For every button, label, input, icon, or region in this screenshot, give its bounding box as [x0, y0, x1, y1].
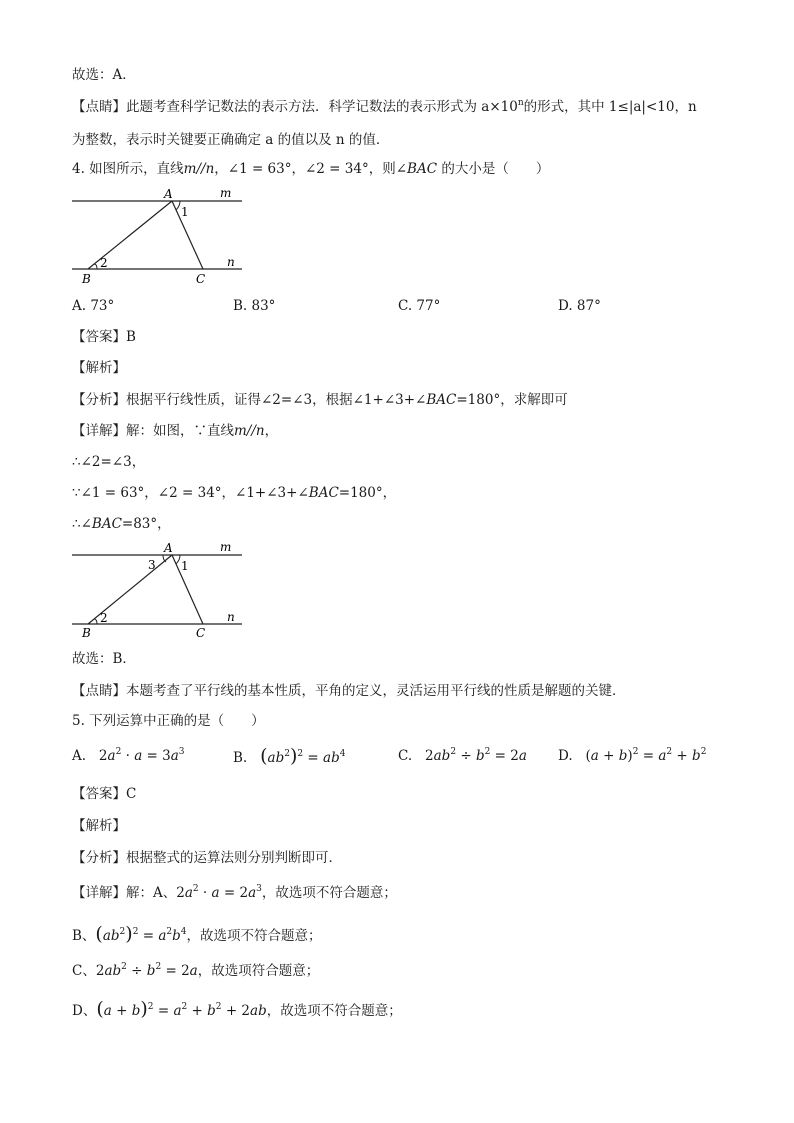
fenxi-text: =180°，求解即可 — [456, 392, 568, 408]
q4-option-b: B. 83° — [233, 298, 276, 314]
option-label: C. — [398, 748, 413, 764]
step-text: ∵∠1 = 63°，∠2 = 34°，∠1+∠3+∠ — [72, 485, 309, 501]
detail-tag: 【详解】 — [72, 885, 126, 901]
label-b: B — [82, 626, 91, 640]
q5-detail-a — [72, 884, 397, 902]
q5-fenxi — [72, 849, 342, 867]
q4-option-c: C. 77° — [398, 298, 441, 314]
math-bac: BAC — [91, 516, 122, 532]
detail-text: ，故选项符合题意； — [197, 963, 320, 979]
fenxi-tag: 【分析】 — [72, 392, 126, 408]
answer-tag: 【答案】 — [72, 786, 126, 802]
q3-comment-line1 — [72, 98, 697, 116]
q4-answer — [72, 328, 136, 346]
label-m: m — [220, 540, 232, 554]
q4-option-a: A. 73° — [72, 298, 115, 314]
math-bac: BAC — [308, 485, 339, 501]
angle-2-arc — [94, 264, 97, 269]
comment-text: 本题考查了平行线的基本性质，平角的定义，灵活运用平行线的性质是解题的关键． — [126, 683, 626, 699]
label-3: 3 — [148, 558, 156, 572]
q4-choice: 故选：B． — [72, 651, 136, 667]
detail-text: ，故选项不符合题意； — [266, 1003, 402, 1019]
q5-option-b — [233, 746, 345, 768]
exponent: n — [517, 98, 524, 108]
option-label: A. — [72, 748, 87, 764]
label-b: B — [82, 272, 91, 286]
detail-text: 解：如图，∵直线 — [126, 423, 234, 439]
math-bac: BAC — [426, 392, 457, 408]
detail-text: B、 — [72, 928, 96, 944]
q4-figure-2 — [70, 540, 245, 642]
detail-text: D、 — [72, 1003, 97, 1019]
q5-answer — [72, 785, 136, 803]
math-mn: m//n — [234, 423, 265, 439]
option-expression: $2a^2 \cdot a = 3a^3$ — [90, 747, 185, 764]
label-c: C — [196, 272, 206, 286]
detail-text: 解：A、 — [126, 885, 177, 901]
label-n: n — [227, 610, 235, 624]
option-label: D. — [558, 748, 573, 764]
math-bac: BAC — [407, 161, 438, 177]
label-1: 1 — [181, 559, 189, 573]
stem-text: 4. 如图所示，直线 — [72, 161, 184, 177]
q5-option-c — [398, 746, 527, 766]
label-2: 2 — [100, 256, 108, 270]
answer-value: B — [126, 329, 136, 345]
comment-text: 此题考查科学记数法的表示方法．科学记数法的表示形式为 a×10 — [126, 99, 518, 115]
label-c: C — [196, 626, 206, 640]
step-text: ∴∠ — [72, 516, 92, 532]
q4-option-d: D. 87° — [558, 298, 601, 314]
q4-fenxi — [72, 391, 568, 409]
angle-1-arc — [176, 201, 180, 210]
q5-option-d — [558, 746, 706, 766]
q3-comment-line2: 为整数，表示时关键要正确确定 a 的值以及 n 的值． — [72, 132, 390, 148]
q5-analysis-tag: 【解析】 — [72, 818, 126, 834]
q5-option-a — [72, 746, 185, 766]
detail-text: C、 — [72, 963, 96, 979]
detail-expression: $2ab^2 \div b^2 = 2a$ — [95, 962, 198, 979]
stem-text: 的大小是（ ） — [437, 161, 550, 177]
label-m: m — [220, 186, 232, 200]
q5-stem: 5. 下列运算中正确的是（ ） — [72, 713, 265, 729]
label-a: A — [164, 541, 173, 555]
label-a: A — [164, 187, 173, 201]
fenxi-text: 根据平行线性质，证得∠2=∠3，根据∠1+∠3+∠ — [126, 392, 427, 408]
stem-text: ，∠1 = 63°，∠2 = 34°，则∠ — [214, 161, 408, 177]
q5-detail-d — [72, 1000, 402, 1020]
detail-text: ， — [264, 423, 279, 439]
q4-step-2 — [72, 484, 396, 502]
q5-detail-b — [72, 925, 322, 945]
q4-step-1: ∴∠2=∠3， — [72, 454, 146, 470]
detail-text: ，故选项不符合题意； — [261, 885, 397, 901]
label-2: 2 — [100, 611, 108, 625]
step-text: =180°， — [338, 485, 397, 501]
fenxi-tag: 【分析】 — [72, 850, 126, 866]
q3-choice: 故选：A． — [72, 67, 136, 83]
detail-tag: 【详解】 — [72, 423, 126, 439]
option-expression: $(a + b)^2 = a^2 + b^2$ — [576, 747, 707, 764]
q4-comment — [72, 682, 626, 700]
q4-figure-1 — [70, 186, 245, 288]
label-1: 1 — [181, 205, 189, 219]
step-text: =83°， — [121, 516, 171, 532]
detail-expression: $2a^2 \cdot a = 2a^3$ — [176, 884, 262, 901]
detail-expression: $(a + b)^2 = a^2 + b^2 + 2ab$ — [96, 998, 267, 1020]
q4-step-3 — [72, 515, 171, 533]
q4-analysis-tag: 【解析】 — [72, 360, 126, 376]
option-expression: $(ab^2)^2 = ab^4$ — [260, 745, 346, 767]
label-n: n — [227, 255, 235, 269]
q4-stem — [72, 160, 549, 178]
angle-2-arc — [94, 619, 97, 624]
math-mn: m//n — [183, 161, 215, 177]
q5-detail-c — [72, 962, 319, 980]
comment-text: 的形式，其中 1≤|a|<10，n — [523, 99, 697, 115]
comment-tag: 【点睛】 — [72, 99, 126, 115]
option-label: B. — [233, 750, 248, 766]
detail-expression: $(ab^2)^2 = a^2b^4$ — [95, 923, 187, 945]
option-expression: $2ab^2 \div b^2 = 2a$ — [416, 747, 527, 764]
answer-value: C — [126, 786, 137, 802]
comment-tag: 【点睛】 — [72, 683, 126, 699]
q4-detail — [72, 422, 278, 440]
fenxi-text: 根据整式的运算法则分别判断即可． — [126, 850, 342, 866]
angle-1-arc — [176, 555, 180, 564]
detail-text: ，故选项不符合题意； — [186, 928, 322, 944]
answer-tag: 【答案】 — [72, 329, 126, 345]
